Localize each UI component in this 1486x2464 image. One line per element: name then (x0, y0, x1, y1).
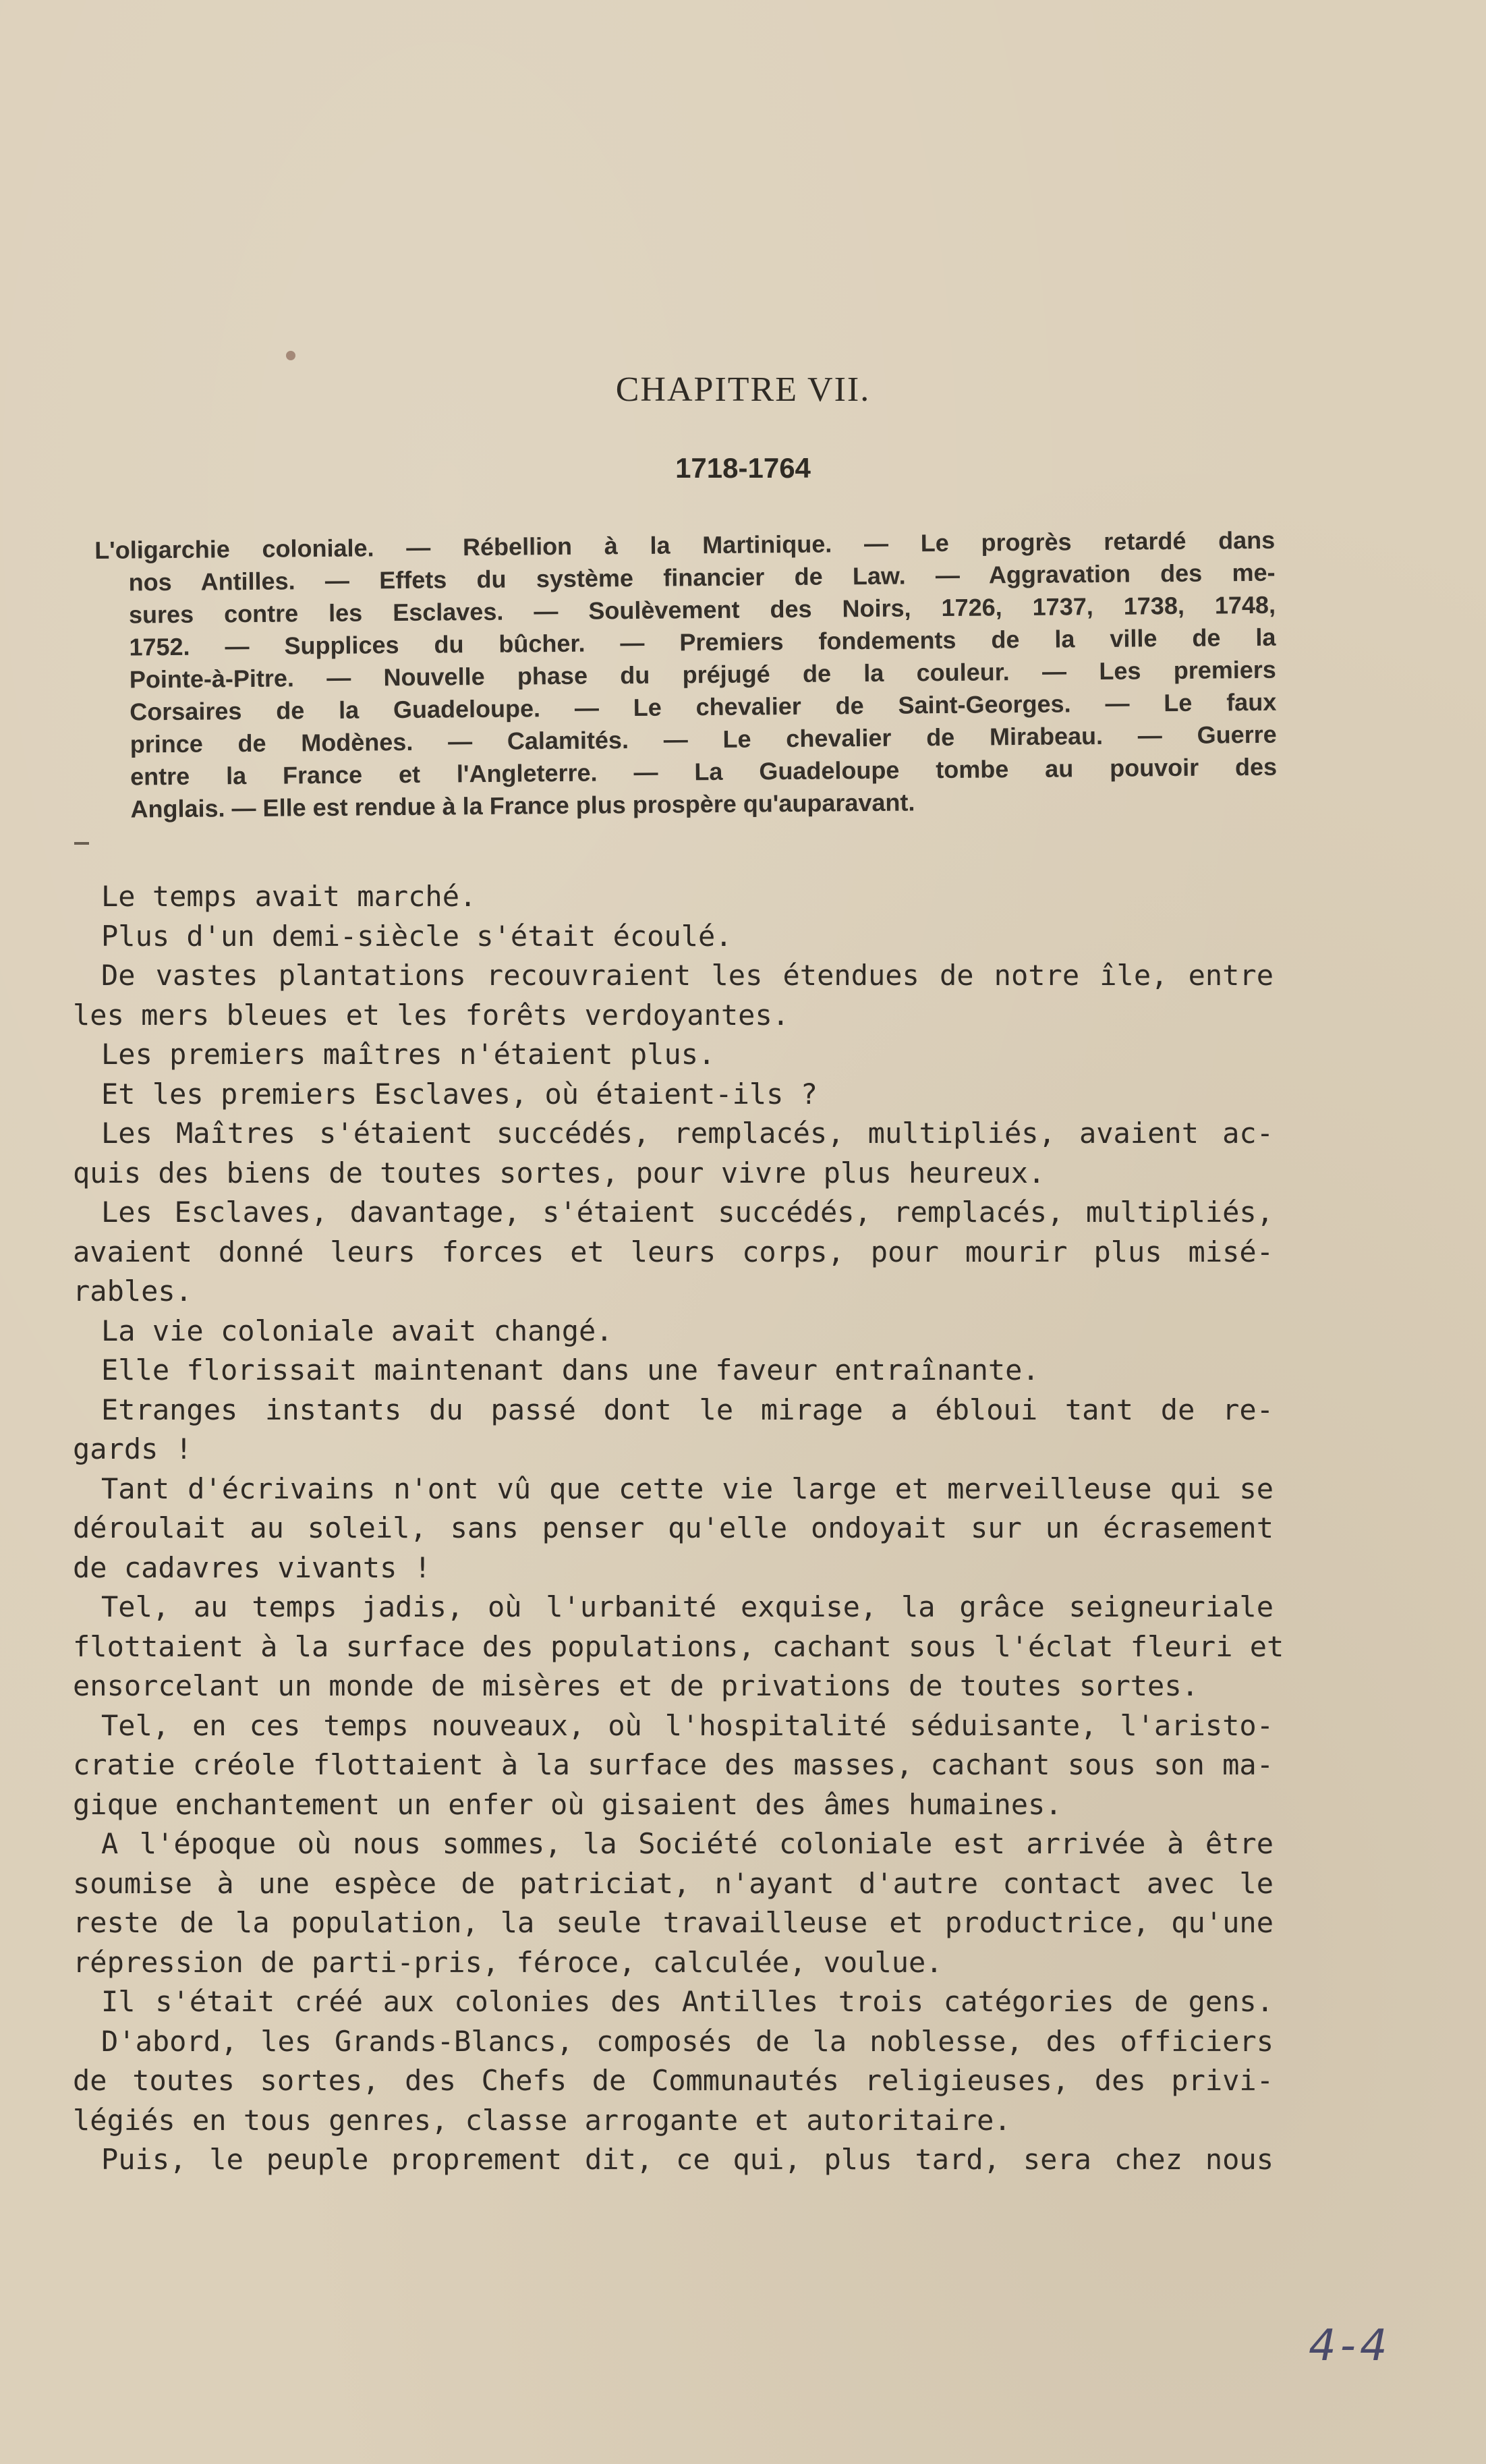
summary-line: Pointe-à-Pitre. — Nouvelle phase du préjugé de la couleur. — Les premiers (129, 655, 1276, 694)
text-line: les mers bleues et les forêts verdoyantes. (73, 998, 790, 1032)
body-text (73, 877, 1284, 2180)
text-line: D'abord, les Grands-Blancs, composés de la noblesse, des officiers (101, 2024, 1274, 2058)
text-line: gique enchantement un enfer où gisaient des âmes humaines. (73, 1787, 1062, 1821)
handwritten-page-note: 4-4 (1309, 2321, 1392, 2371)
chapter-summary (94, 524, 1278, 826)
text-line: Puis, le peuple proprement dit, ce qui, plus tard, sera chez nous (101, 2143, 1274, 2176)
text-line: gards ! (73, 1432, 193, 1465)
summary-line: sures contre les Esclaves. — Soulèvement des Noirs, 1726, 1737, 1738, 1748, (128, 590, 1276, 629)
text-line: La vie coloniale avait changé. (101, 1314, 613, 1347)
summary-line: Corsaires de la Guadeloupe. — Le chevalier de Saint-Georges. — Le faux (130, 688, 1277, 726)
text-line: Les Esclaves, davantage, s'étaient succédés, remplacés, multipliés, (101, 1196, 1274, 1229)
text-line: Etranges instants du passé dont le mirage a ébloui tant de re- (101, 1393, 1274, 1426)
text-line: Et les premiers Esclaves, où étaient-ils ? (101, 1077, 818, 1111)
text-line: rables. (73, 1275, 193, 1308)
text-line: avaient donné leurs forces et leurs corps, pour mourir plus misé- (73, 1235, 1274, 1268)
text-line: Tel, au temps jadis, où l'urbanité exquise, la grâce seigneuriale (101, 1590, 1274, 1623)
text-line: Le temps avait marché. (101, 880, 477, 913)
text-line: reste de la population, la seule travailleuse et productrice, qu'une (73, 1906, 1274, 1939)
text-line: Elle florissait maintenant dans une faveur entraînante. (101, 1353, 1039, 1387)
stray-mark (74, 842, 89, 845)
text-line: répression de parti-pris, féroce, calculée, voulue. (73, 1945, 943, 1979)
text-line: soumise à une espèce de patriciat, n'ayant d'autre contact avec le (73, 1866, 1274, 1900)
text-line: Les premiers maîtres n'étaient plus. (101, 1038, 716, 1071)
text-line: Tant d'écrivains n'ont vû que cette vie large et merveilleuse qui se (101, 1472, 1274, 1505)
summary-line: 1752. — Supplices du bûcher. — Premiers fondements de la ville de la (129, 623, 1276, 661)
text-line: De vastes plantations recouvraient les étendues de notre île, entre (101, 959, 1274, 992)
summary-line: entre la France et l'Angleterre. — La Guadeloupe tombe au pouvoir des (130, 752, 1278, 791)
chapter-title: CHAPITRE VII. (615, 370, 871, 409)
text-line: Tel, en ces temps nouveaux, où l'hospitalité séduisante, l'aristo- (101, 1708, 1274, 1742)
summary-line: L'oligarchie coloniale. — Rébellion à la Martinique. — Le progrès retardé dans (94, 526, 1276, 564)
text-line: Il s'était créé aux colonies des Antilles trois catégories de gens. (101, 1985, 1274, 2018)
text-line: cratie créole flottaient à la surface des masses, cachant sous son ma- (73, 1748, 1274, 1781)
text-line: ensorcelant un monde de misères et de privations de toutes sortes. (73, 1669, 1199, 1702)
text-line: de toutes sortes, des Chefs de Communautés religieuses, des privi- (73, 2064, 1274, 2097)
summary-line: Anglais. — Elle est rendue à la France plus prospère qu'auparavant. (130, 788, 915, 823)
text-line: A l'époque où nous sommes, la Société coloniale est arrivée à être (101, 1827, 1274, 1860)
summary-line: prince de Modènes. — Calamités. — Le chevalier de Mirabeau. — Guerre (130, 720, 1277, 758)
summary-line: nos Antilles. — Effets du système financier de Law. — Aggravation des me- (128, 558, 1276, 596)
text-line: déroulait au soleil, sans penser qu'elle ondoyait sur un écrasement (73, 1511, 1274, 1544)
text-line: quis des biens de toutes sortes, pour vivre plus heureux. (73, 1156, 1046, 1189)
text-line: de cadavres vivants ! (73, 1550, 432, 1584)
text-line: légiés en tous genres, classe arrogante et autoritaire. (73, 2103, 1011, 2137)
text-line: Les Maîtres s'étaient succédés, remplacés, multipliés, avaient ac- (101, 1117, 1274, 1150)
chapter-dates: 1718-1764 (675, 452, 811, 484)
text-line: Plus d'un demi-siècle s'était écoulé. (101, 919, 733, 953)
text-line: flottaient à la surface des populations, cachant sous l'éclat fleuri et (73, 1629, 1284, 1663)
ink-dot (286, 351, 295, 360)
